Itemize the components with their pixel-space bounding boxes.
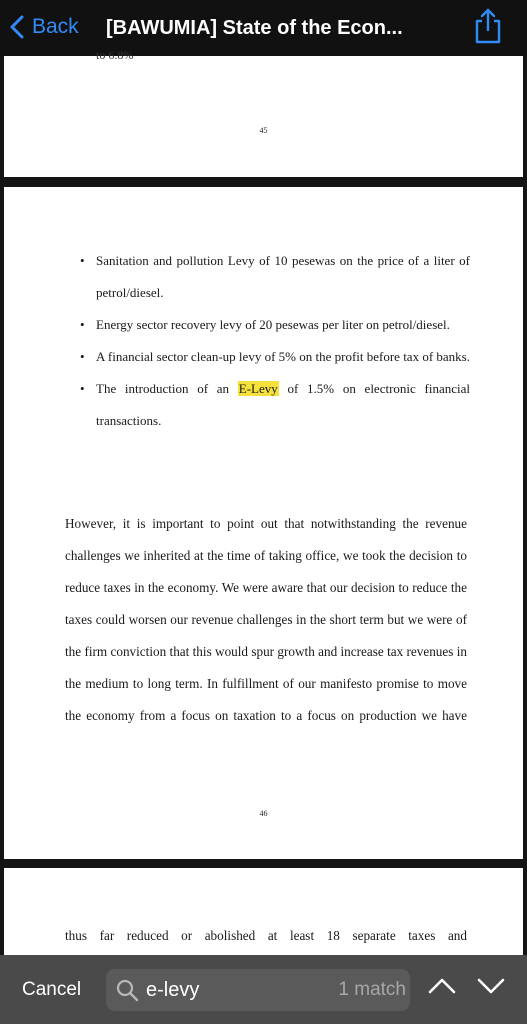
page-45 — [4, 48, 523, 177]
body-paragraph: thus far reduced or abolished at least 18 separate taxes and — [65, 928, 467, 943]
next-match-button[interactable] — [477, 977, 505, 1000]
document-viewer[interactable] — [0, 48, 527, 955]
bullet-list — [80, 245, 470, 437]
bullet-text-before: The introduction of an — [96, 381, 238, 396]
chevron-up-icon — [428, 977, 456, 995]
search-input[interactable] — [144, 975, 314, 1005]
bullet-item: • A financial sector clean-up levy of 5% on the profit before tax of banks. — [80, 341, 470, 373]
bullet-item — [80, 373, 470, 437]
chevron-left-icon — [10, 15, 24, 39]
previous-match-button[interactable] — [428, 977, 456, 1000]
body-paragraph: However, it is important to point out that notwithstanding the revenue challenges we inherited at the time of taking office, we took the decision to reduce taxes in the economy. We were aware that our decision to reduce the taxes could worsen our revenue challenges in the short term but we were of the firm conviction that this would spur growth and increase tax revenues in the medium to long term. In fulfillment of our manifesto promise to move the economy from a focus on taxation to a focus on production we have — [65, 516, 467, 723]
page-number: 45 — [259, 126, 268, 135]
cut-off-text: to 6.8% — [96, 48, 134, 62]
find-bar — [0, 955, 527, 1024]
match-count: 1 match — [338, 979, 406, 1000]
navigation-bar — [0, 0, 527, 56]
bullet-text-after: of 1.5% on electronic financial transactions. — [96, 381, 470, 428]
cancel-button[interactable]: Cancel — [22, 979, 82, 1000]
page-number: 46 — [259, 809, 268, 818]
page-46 — [4, 187, 523, 859]
back-button[interactable] — [10, 12, 79, 42]
search-field[interactable] — [106, 969, 410, 1011]
back-label: Back — [32, 15, 79, 38]
chevron-down-icon — [477, 977, 505, 995]
search-icon — [115, 978, 139, 1002]
bullet-item: • Energy sector recovery levy of 20 pesewas per liter on petrol/diesel. — [80, 309, 470, 341]
share-icon — [472, 7, 504, 45]
search-match-highlight: E-Levy — [238, 381, 278, 396]
document-title: [BAWUMIA] State of the Econ... — [106, 17, 403, 39]
bullet-item: • Sanitation and pollution Levy of 10 pesewas on the price of a liter of petrol/diesel. — [80, 245, 470, 309]
page-47 — [4, 868, 523, 958]
share-button[interactable] — [472, 7, 504, 45]
